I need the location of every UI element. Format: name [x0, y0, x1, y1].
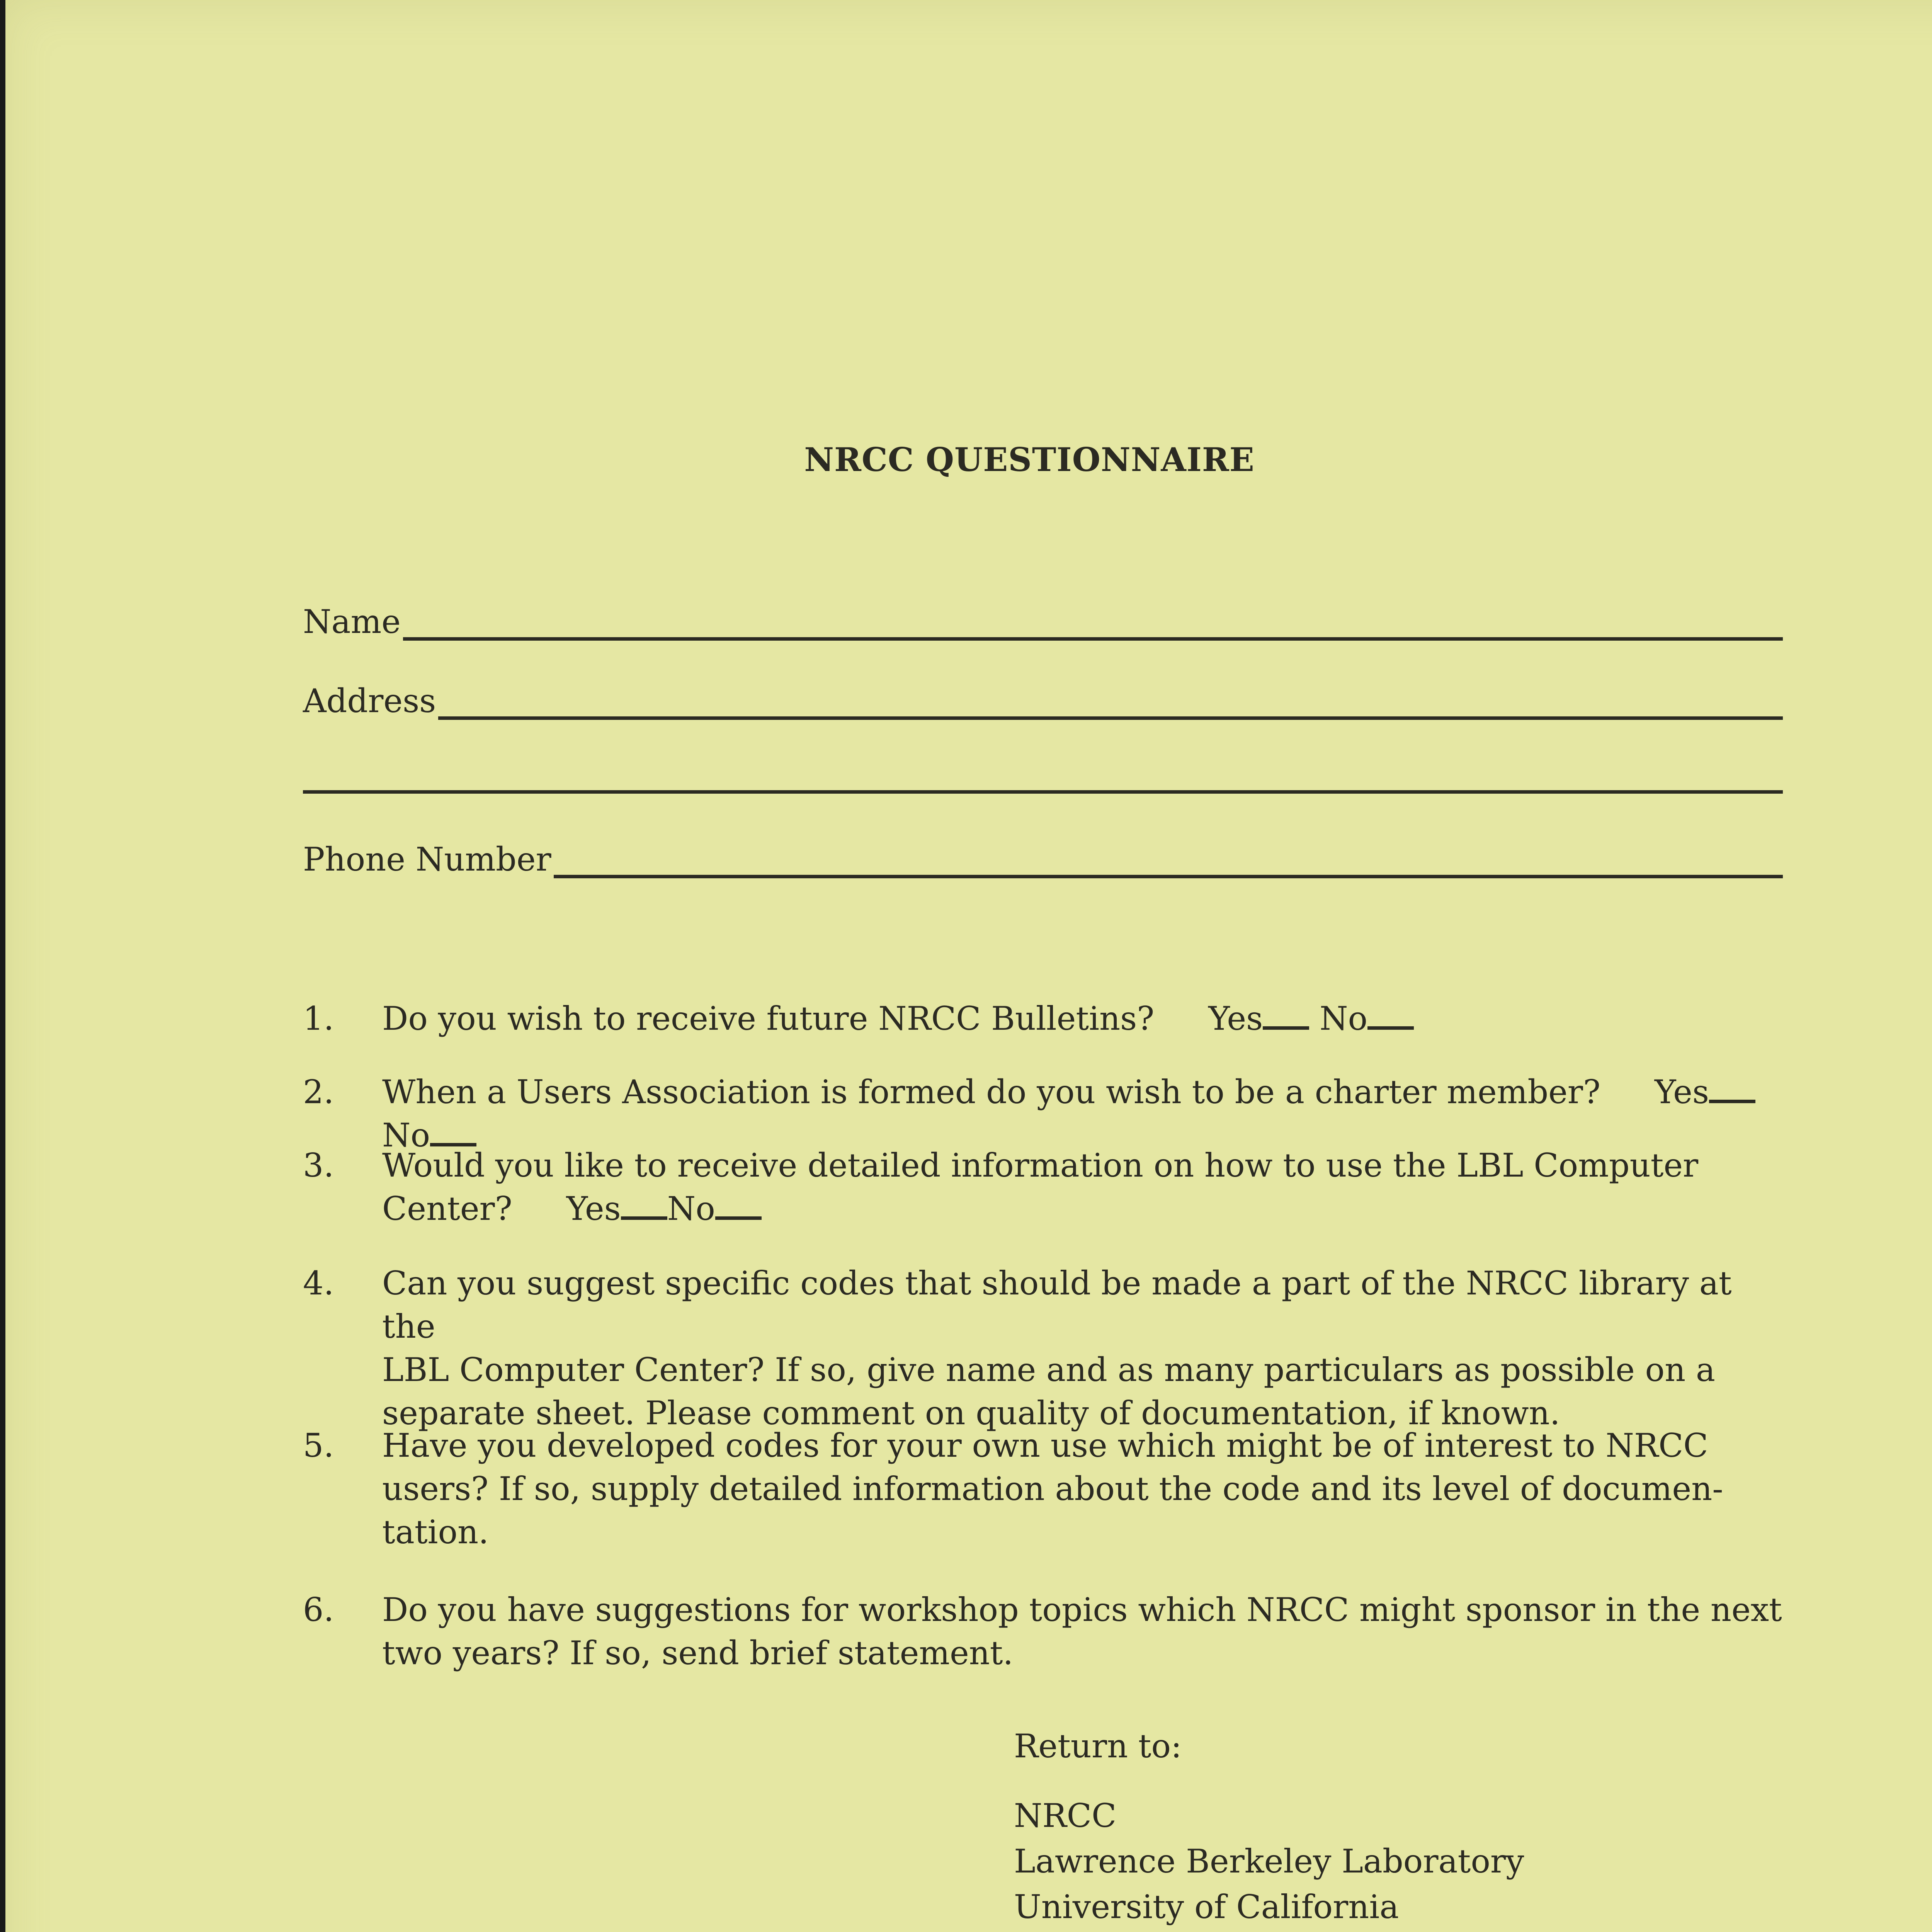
question-text-line: Do you have suggestions for workshop topics which NRCC might sponsor in the next	[382, 1591, 1782, 1629]
question-3	[303, 1144, 1791, 1230]
question-4	[303, 1262, 1791, 1435]
no-blank[interactable]	[715, 1207, 762, 1220]
yes-label: Yes	[1655, 1073, 1709, 1111]
address-field[interactable]	[303, 682, 1783, 720]
no-blank[interactable]	[1367, 1017, 1414, 1030]
name-input-line[interactable]	[403, 626, 1783, 641]
question-text-line: Have you developed codes for your own use which might be of interest to NRCC	[382, 1427, 1708, 1464]
questionnaire-page	[5, 0, 1932, 1932]
question-text-line: LBL Computer Center? If so, give name and as many particulars as possible on a	[382, 1351, 1715, 1389]
question-text-line: users? If so, supply detailed information about the code and its level of documen-	[382, 1470, 1723, 1508]
question-number: 6.	[303, 1591, 334, 1629]
no-label: No	[667, 1190, 715, 1228]
address-line: University of California	[1014, 1888, 1399, 1926]
page-title: NRCC QUESTIONNAIRE	[804, 440, 1255, 479]
phone-field[interactable]	[303, 840, 1783, 878]
phone-label: Phone Number	[303, 840, 551, 878]
no-label: No	[1319, 1000, 1368, 1037]
question-1	[303, 997, 1791, 1040]
name-field[interactable]	[303, 603, 1783, 641]
address-line	[1014, 1930, 1524, 1932]
question-6	[303, 1588, 1791, 1675]
address-line: NRCC	[1014, 1797, 1117, 1835]
question-text-line: Can you suggest specific codes that should be made a part of the NRCC library at the	[382, 1264, 1732, 1345]
question-number: 3.	[303, 1146, 334, 1184]
yes-blank[interactable]	[1263, 1017, 1309, 1030]
question-text-line: tation.	[382, 1513, 489, 1551]
address-second-line[interactable]	[303, 790, 1783, 794]
question-number: 5.	[303, 1427, 334, 1464]
return-label: Return to:	[1014, 1727, 1182, 1765]
yes-label: Yes	[1208, 1000, 1263, 1037]
phone-input-line[interactable]	[554, 863, 1783, 878]
question-number: 2.	[303, 1073, 334, 1111]
yes-blank[interactable]	[1709, 1090, 1755, 1103]
address-line: Lawrence Berkeley Laboratory	[1014, 1842, 1524, 1880]
yes-label: Yes	[566, 1190, 621, 1228]
question-text-line: separate sheet. Please comment on quality of documentation, if known.	[382, 1394, 1560, 1432]
address-label: Address	[303, 682, 436, 720]
question-text-line: two years? If so, send brief statement.	[382, 1634, 1014, 1672]
question-number: 4.	[303, 1264, 334, 1302]
question-text: Do you wish to receive future NRCC Bulletins?	[382, 1000, 1155, 1037]
address-input-line[interactable]	[438, 705, 1783, 720]
return-address	[1014, 1793, 1524, 1932]
question-text-line: Would you like to receive detailed information on how to use the LBL Computer	[382, 1146, 1699, 1184]
question-5	[303, 1424, 1791, 1554]
question-text: When a Users Association is formed do you wish to be a charter member?	[382, 1073, 1600, 1111]
question-text-line: Center?	[382, 1190, 512, 1228]
name-label: Name	[303, 603, 401, 641]
question-number: 1.	[303, 1000, 334, 1037]
yes-blank[interactable]	[621, 1207, 667, 1220]
no-label: No	[382, 1116, 430, 1154]
